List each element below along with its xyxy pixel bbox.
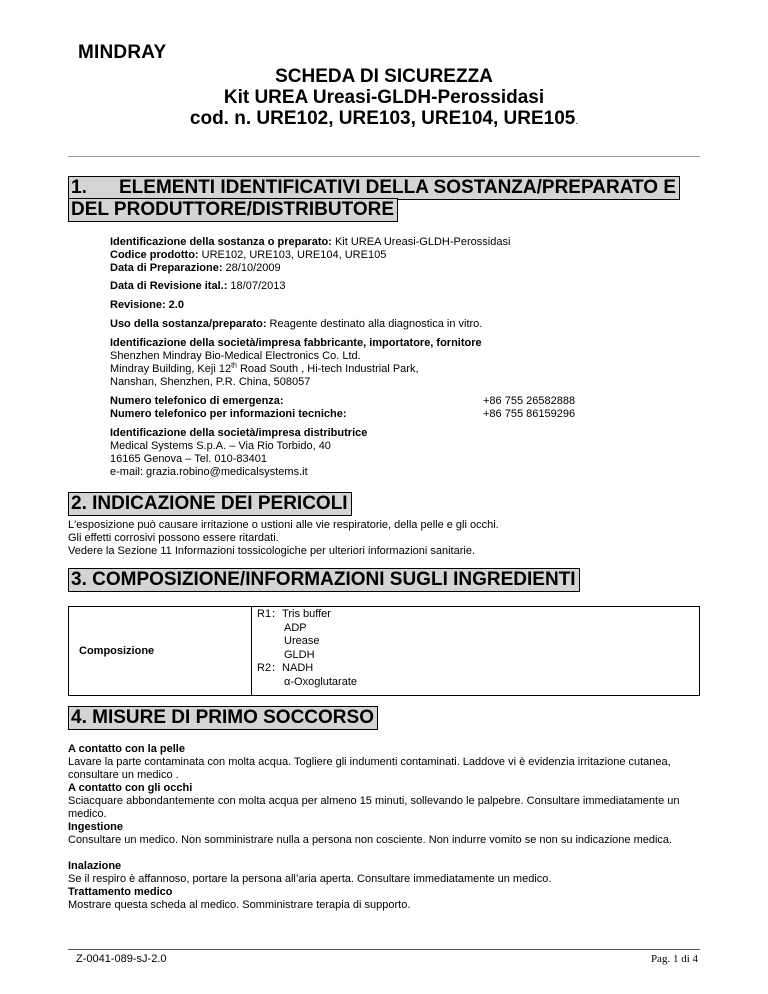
section-2-heading: 2. INDICAZIONE DEI PERICOLI xyxy=(68,492,352,516)
preparation-date xyxy=(110,262,281,275)
brand-name: MINDRAY xyxy=(78,42,167,63)
table-divider xyxy=(251,607,252,695)
manufacturer-line-1: Shenzhen Mindray Bio-Medical Electronics Co. Ltd. xyxy=(110,350,361,362)
revision-number xyxy=(110,299,184,312)
ingestion-title xyxy=(68,821,704,834)
revision-date xyxy=(110,280,286,293)
field-value: Reagente destinato alla diagnostica in vitro. xyxy=(266,318,483,330)
field-label: Data di Revisione ital.: xyxy=(110,280,228,292)
eye-contact-title xyxy=(68,782,704,795)
distributor-line-2: 16165 Genova – Tel. 010-83401 xyxy=(110,453,267,465)
section-1-heading-line-2: DEL PRODUTTORE/DISTRIBUTORE xyxy=(68,198,398,222)
document-code: Z-0041-089-sJ-2.0 xyxy=(76,953,167,965)
field-value: URE102, URE103, URE104, URE105 xyxy=(198,249,387,261)
skin-contact-text: Lavare la parte contaminata con molta acqua. Togliere gli indumenti contaminati. Laddove vi è evidenzia irritazione cutanea, consultare un medico . xyxy=(68,756,671,781)
substance-identification xyxy=(110,236,510,249)
field-label: Codice prodotto: xyxy=(110,249,199,261)
hazard-line-3: Vedere la Sezione 11 Informazioni tossicologiche per ulteriori informazioni sanitarie. xyxy=(68,545,476,557)
section-3-heading: 3. COMPOSIZIONE/INFORMAZIONI SUGLI INGREDIENTI xyxy=(68,568,580,592)
composition-table xyxy=(68,606,700,696)
footer-divider xyxy=(68,949,700,950)
section-1-number: 1. xyxy=(71,177,87,198)
ingredient: R1：Tris buffer xyxy=(257,608,331,620)
section-1-heading-line-1: ELEMENTI IDENTIFICATIVI DELLA SOSTANZA/PREPARATO E xyxy=(119,177,676,198)
field-value: Kit UREA Ureasi-GLDH-Perossidasi xyxy=(331,236,511,248)
eye-contact-text: Sciacquare abbondantemente con molta acqua per almeno 15 minuti, sollevando le palpebre. Consultare immediatamente un medico. xyxy=(68,795,680,820)
subheading: Inalazione xyxy=(68,860,122,872)
ingestion-text: Consultare un medico. Non somministrare nulla a persona non cosciente. Non indurre vomito se non su indicazione medica. xyxy=(68,834,673,846)
field-label: Numero telefonico per informazioni tecniche: xyxy=(110,408,347,420)
manufacturer-label xyxy=(110,337,482,350)
hazard-line-1: L'esposizione può causare irritazione o ustioni alle vie respiratorie, della pelle e gli occhi. xyxy=(68,519,499,531)
title-suffix: . xyxy=(575,116,579,127)
subheading: Ingestione xyxy=(68,821,124,833)
title-line-2: Kit UREA Ureasi-GLDH-Perossidasi xyxy=(223,87,545,108)
product-code xyxy=(110,249,386,262)
document-title xyxy=(0,66,768,132)
manufacturer-line-2 xyxy=(110,363,419,376)
section-1-heading xyxy=(68,176,680,200)
ingredient: ADP xyxy=(284,621,307,634)
subheading: Trattamento medico xyxy=(68,886,173,898)
ingredient: Urease xyxy=(284,635,320,648)
address-text: Mindray Building, Keji 12 xyxy=(110,363,232,375)
field-label: Data di Preparazione: xyxy=(110,262,223,274)
header-divider xyxy=(68,156,700,157)
hazard-line-2: Gli effetti corrosivi possono essere ritardati. xyxy=(68,532,279,544)
ordinal-superscript: th xyxy=(231,362,237,370)
field-label: Identificazione della società/impresa distributrice xyxy=(110,427,368,439)
distributor-line-1: Medical Systems S.p.A. – Via Rio Torbido, 40 xyxy=(110,440,331,452)
manufacturer-line-3: Nanshan, Shenzhen, P.R. China, 508057 xyxy=(110,376,311,388)
ingredient: α-Oxoglutarate xyxy=(284,675,358,688)
field-label: Numero telefonico di emergenza: xyxy=(110,395,284,407)
composition-list xyxy=(257,608,357,690)
title-line-1: SCHEDA DI SICUREZZA xyxy=(275,66,493,87)
ingredient: R2：NADH xyxy=(257,662,314,675)
composition-label: Composizione xyxy=(79,645,155,657)
field-label: Identificazione della sostanza o preparato: xyxy=(110,236,332,248)
ingredient: GLDH xyxy=(284,648,315,661)
field-value: 28/10/2009 xyxy=(222,262,281,274)
subheading: A contatto con gli occhi xyxy=(68,782,193,794)
title-line-3 xyxy=(0,108,768,132)
address-text: Road South , Hi-tech Industrial Park, xyxy=(236,363,419,375)
substance-use xyxy=(110,318,482,331)
technical-phone: +86 755 86159296 xyxy=(483,408,576,420)
product-codes: cod. n. URE102, URE103, URE104, URE105 xyxy=(189,108,576,129)
field-value: 18/07/2013 xyxy=(227,280,286,292)
subheading: A contatto con la pelle xyxy=(68,743,185,755)
medical-treatment-title xyxy=(68,886,704,899)
inhalation-title xyxy=(68,860,704,873)
field-label: Revisione: 2.0 xyxy=(110,299,184,311)
field-label: Identificazione della società/impresa fabbricante, importatore, fornitore xyxy=(110,337,482,349)
medical-treatment-text: Mostrare questa scheda al medico. Somministrare terapia di supporto. xyxy=(68,899,411,911)
emergency-phone-row xyxy=(110,395,670,408)
skin-contact-title xyxy=(68,743,704,756)
field-label: Uso della sostanza/preparato: xyxy=(110,318,267,330)
section-4-heading: 4. MISURE DI PRIMO SOCCORSO xyxy=(68,706,378,730)
distributor-label xyxy=(110,427,367,440)
emergency-phone: +86 755 26582888 xyxy=(483,395,576,407)
page-number: Pag. 1 di 4 xyxy=(650,953,698,965)
distributor-email: e-mail: grazia.robino@medicalsystems.it xyxy=(110,466,308,478)
technical-phone-row xyxy=(110,408,670,421)
inhalation-text: Se il respiro è affannoso, portare la persona all’aria aperta. Consultare immediatamente un medico. xyxy=(68,873,552,885)
